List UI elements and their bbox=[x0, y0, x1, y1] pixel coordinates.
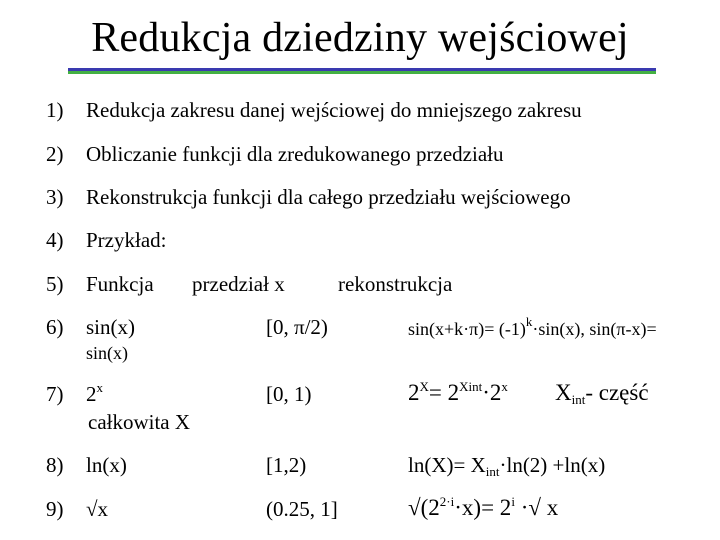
row-range: [0, 1) bbox=[266, 382, 312, 406]
row-function: √x bbox=[86, 497, 109, 521]
row-reconstruction: $√(2^{2\cdot i}\cdot x)= 2^i$ ·√ x bbox=[408, 494, 559, 520]
item-text: Obliczanie funkcji dla zredukowanego przedziału bbox=[86, 142, 504, 166]
row-reconstruction: $\sin(x+k\cdot\pi)= (-1)^k\cdot\sin(x)$, sin(π-x)= bbox=[408, 314, 657, 339]
row-function: 2$^x$ bbox=[86, 380, 103, 406]
item-number: 1) bbox=[46, 98, 64, 122]
row-note: $X_{int}-$ część bbox=[555, 380, 649, 407]
row-reconstruction: $2^X= 2^{Xint}\cdot 2^x$ bbox=[408, 379, 508, 405]
item-number: 7) bbox=[46, 382, 64, 406]
item-text: Rekonstrukcja funkcji dla całego przedziału wejściowego bbox=[86, 185, 571, 209]
item-number: 9) bbox=[46, 497, 64, 521]
item-number: 6) bbox=[46, 315, 64, 339]
column-function-header: Funkcja bbox=[86, 272, 154, 296]
page-title: Redukcja dziedziny wejściowej bbox=[91, 15, 629, 61]
item-number: 3) bbox=[46, 185, 64, 209]
item-number: 5) bbox=[46, 272, 64, 296]
row-range: (0.25, 1] bbox=[266, 497, 338, 521]
item-number: 8) bbox=[46, 453, 64, 477]
item-number: 4) bbox=[46, 228, 64, 252]
row-reconstruction: $\ln(X)= X_{int}\cdot\ln(2) +\ln(x)$ bbox=[408, 453, 606, 479]
item-text: Przykład: bbox=[86, 228, 167, 252]
row-range: [1,2) bbox=[266, 453, 307, 477]
column-reconstruction-header: rekonstrukcja bbox=[338, 272, 453, 296]
row-range: [0, π/2) bbox=[266, 315, 328, 339]
column-range-header: przedział x bbox=[192, 272, 285, 296]
row-reconstruction-continuation: sin(x) bbox=[86, 343, 128, 363]
row-function: sin(x) bbox=[86, 315, 135, 339]
title-rule-green bbox=[68, 71, 656, 74]
row-function: ln(x) bbox=[86, 453, 127, 477]
item-number: 2) bbox=[46, 142, 64, 166]
item-text: Redukcja zakresu danej wejściowej do mniejszego zakresu bbox=[86, 98, 582, 122]
row-function-continuation: całkowita X bbox=[88, 410, 191, 434]
